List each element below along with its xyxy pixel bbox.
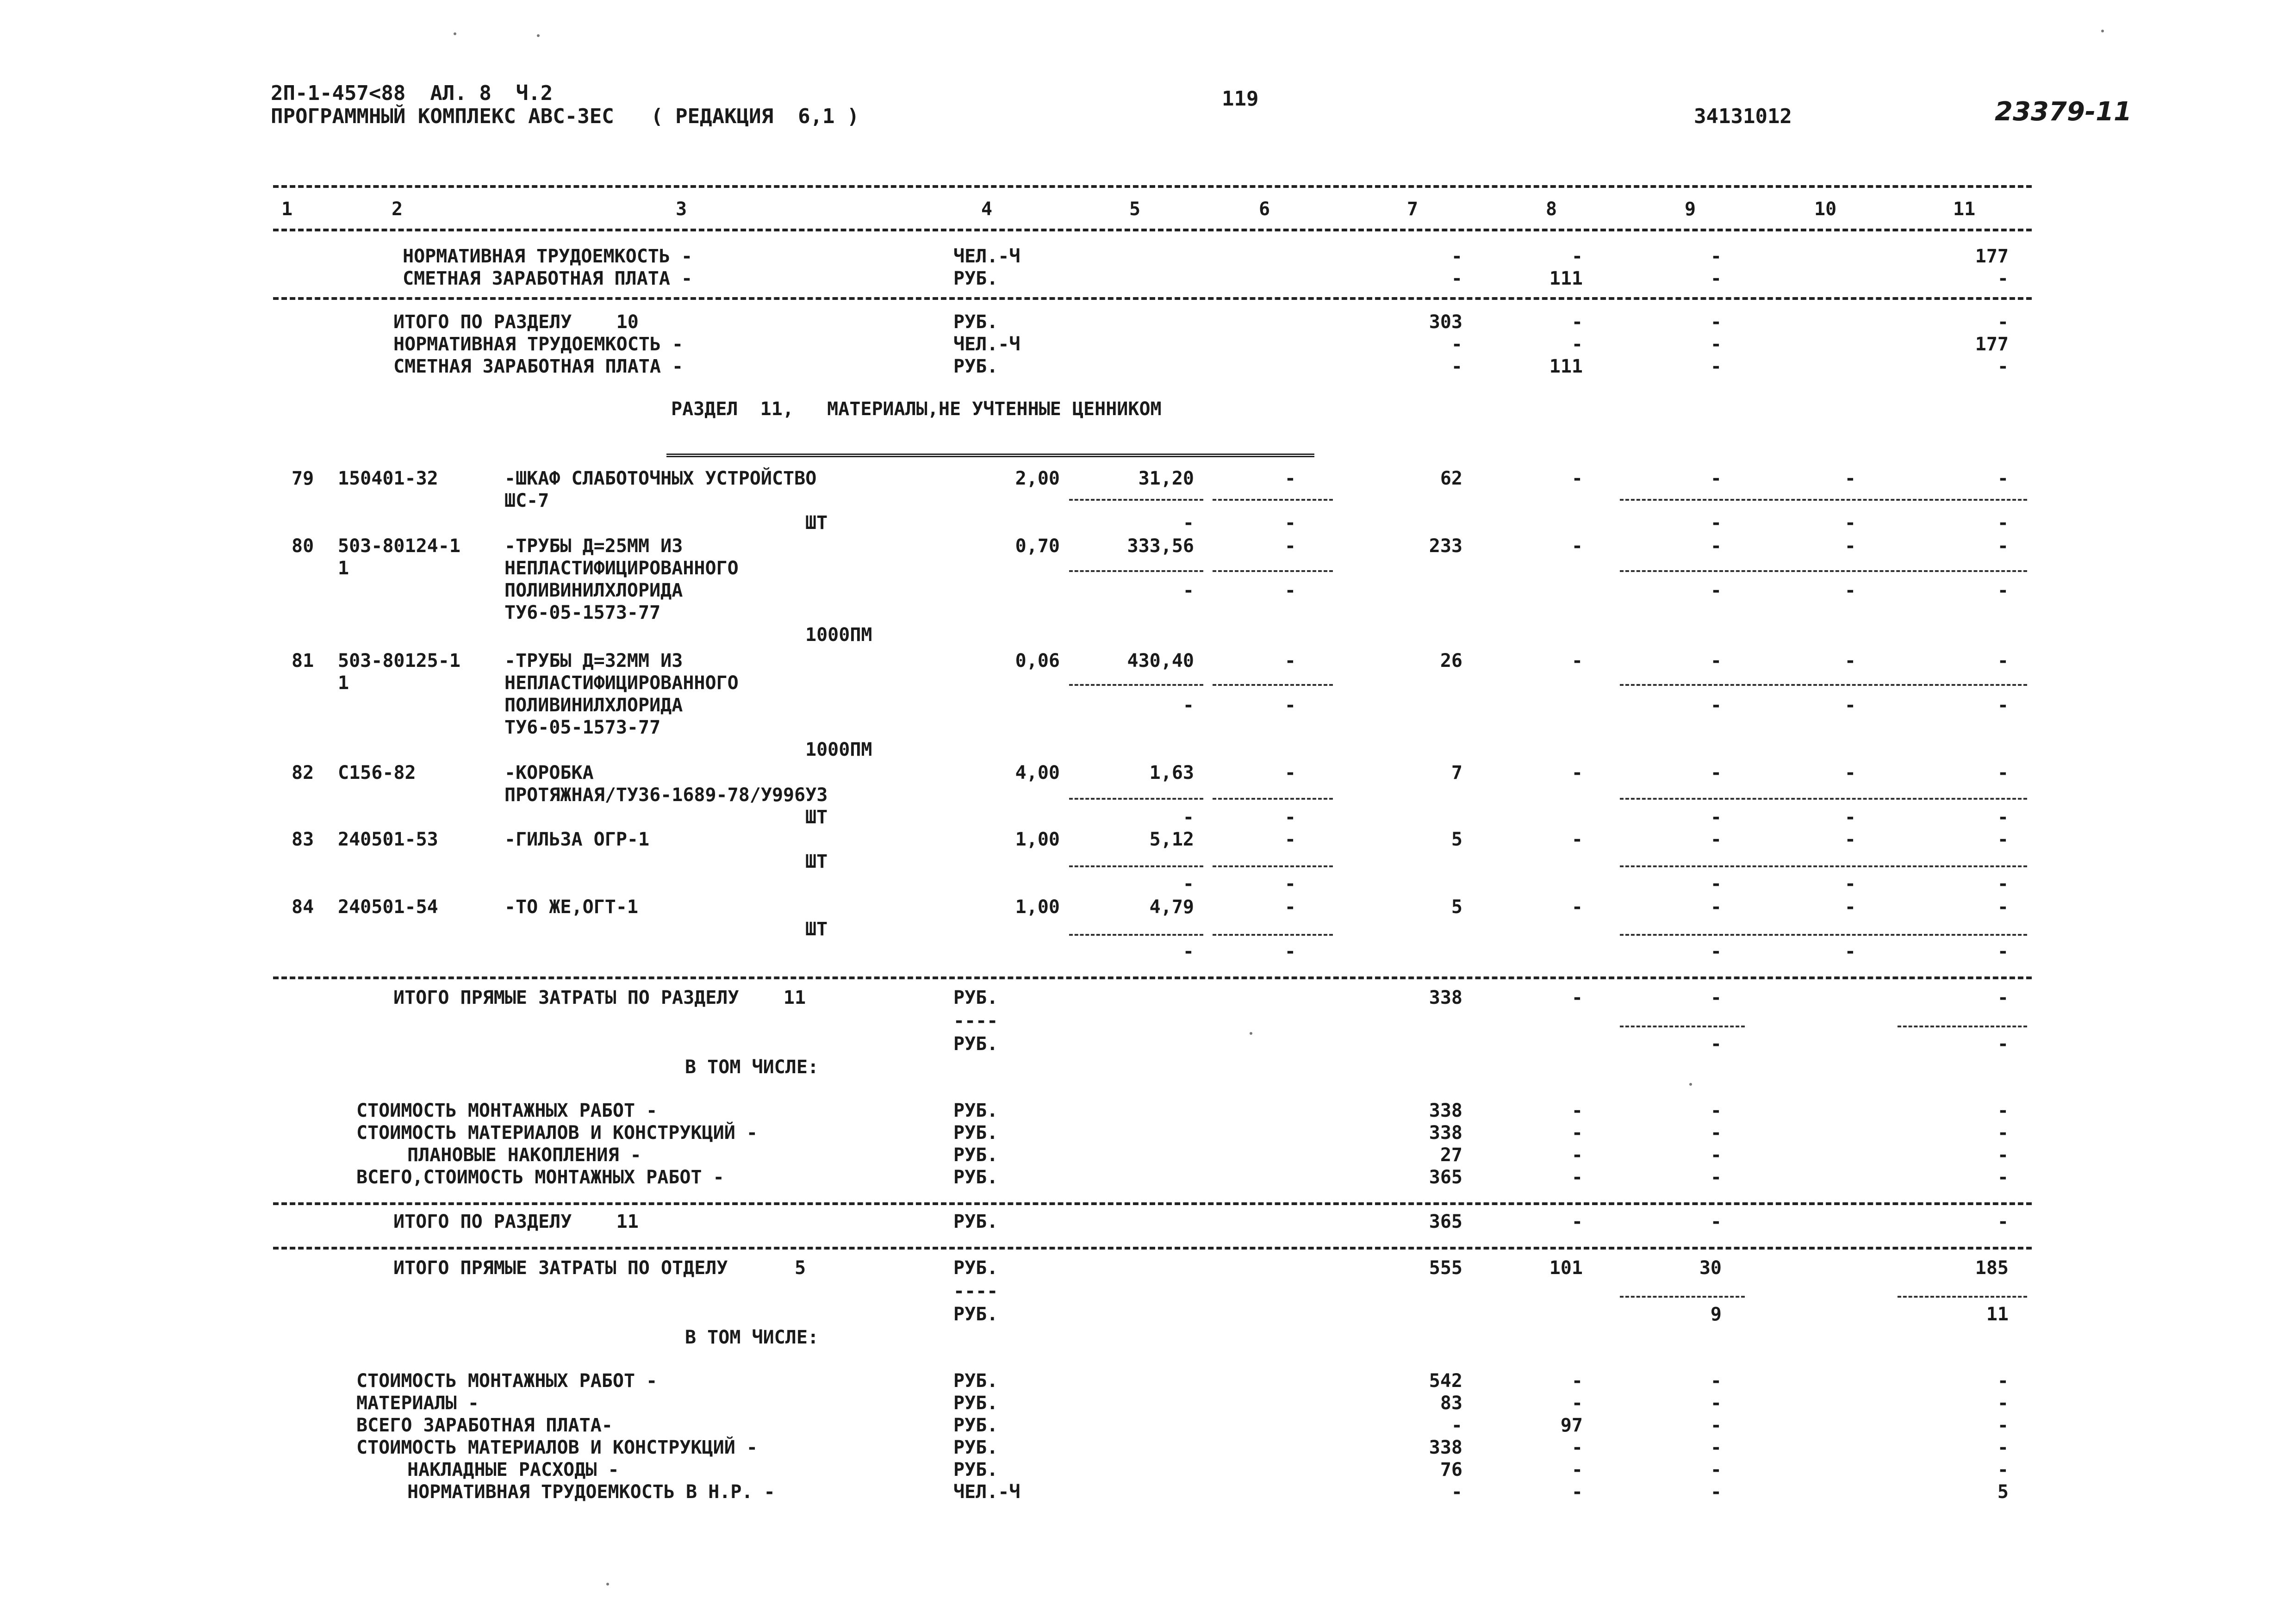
table-cell-c8: -	[1571, 1122, 1583, 1144]
table-cell-u: ----	[953, 1010, 998, 1032]
table-cell-c6: -	[1284, 829, 1296, 850]
table-cell-u: ЧЕЛ.-Ч	[953, 246, 1020, 267]
section-rule	[273, 297, 2032, 300]
table-cell-c8: -	[1571, 246, 1583, 267]
table-cell-c9: -	[1710, 268, 1722, 289]
table-cell-c10: -	[1844, 807, 1856, 828]
table-cell-c6: -	[1284, 941, 1296, 962]
table-cell-p: 430,40	[1127, 650, 1194, 672]
table-cell-c11: -	[1997, 535, 2009, 557]
table-cell-c11: -	[1997, 468, 2009, 489]
table-cell-c7: 5	[1451, 896, 1462, 918]
subtotal-separator	[1213, 865, 1333, 867]
table-cell-c10: -	[1844, 695, 1856, 716]
table-cell-c11: -	[1997, 1100, 2009, 1121]
subtotal-separator	[1620, 865, 2027, 867]
table-cell-u: РУБ.	[953, 1144, 998, 1166]
table-cell-c10: -	[1844, 580, 1856, 601]
table-cell-t: -КОРОБКА	[504, 762, 594, 784]
table-cell-t: СТОИМОСТЬ МАТЕРИАЛОВ И КОНСТРУКЦИЙ -	[356, 1122, 758, 1144]
column-header-2: 2	[392, 199, 403, 220]
table-cell-c11: -	[1997, 1122, 2009, 1144]
table-cell-c8: -	[1571, 311, 1583, 333]
table-cell-c6: -	[1284, 468, 1296, 489]
table-cell-t: -ТО ЖЕ,ОГТ-1	[504, 896, 638, 918]
table-cell-c8: 97	[1560, 1415, 1583, 1436]
table-cell-code: 240501-54	[338, 896, 438, 918]
table-cell-c11: -	[1997, 268, 2009, 289]
subtotal-separator	[1620, 684, 2027, 686]
subtotal-separator	[1069, 798, 1203, 800]
table-cell-c8: 101	[1549, 1257, 1583, 1279]
table-cell-c10: -	[1844, 535, 1856, 557]
table-cell-t: НОРМАТИВНАЯ ТРУДОЕМКОСТЬ -	[393, 334, 684, 355]
column-header-6: 6	[1259, 199, 1270, 220]
table-cell-c9: -	[1710, 807, 1722, 828]
section-rule	[273, 1202, 2032, 1205]
table-cell-c7: 542	[1429, 1370, 1462, 1392]
table-cell-c6: -	[1284, 650, 1296, 672]
table-cell-c8: -	[1571, 468, 1583, 489]
subtotal-separator	[1069, 499, 1203, 501]
header-bottom-rule	[273, 229, 2032, 231]
table-cell-c9: -	[1710, 1481, 1722, 1503]
section-rule	[273, 976, 2032, 979]
table-cell-t: НЕПЛАСТИФИЦИРОВАННОГО	[504, 558, 739, 579]
table-cell-c11: -	[1997, 941, 2009, 962]
table-cell-u: ШТ	[805, 851, 828, 872]
table-cell-c7: 233	[1429, 535, 1462, 557]
table-cell-c7: -	[1451, 246, 1462, 267]
table-cell-code: 1	[338, 558, 349, 579]
program-title: ПРОГРАММНЫЙ КОМПЛЕКС АВС-ЗЕС ( РЕДАКЦИЯ 6,1 )	[271, 105, 859, 128]
table-cell-c11: -	[1997, 873, 2009, 895]
subtotal-separator	[1069, 865, 1203, 867]
table-cell-t: СМЕТНАЯ ЗАРАБОТНАЯ ПЛАТА -	[403, 268, 693, 289]
handwritten-note: 23379-11	[1995, 97, 2132, 127]
table-cell-t: ПЛАНОВЫЕ НАКОПЛЕНИЯ -	[407, 1144, 641, 1166]
table-cell-c7: 26	[1440, 650, 1462, 672]
table-cell-c11: 185	[1975, 1257, 2009, 1279]
table-cell-u: ШТ	[805, 512, 828, 534]
table-cell-u: РУБ.	[953, 1122, 998, 1144]
table-cell-p: -	[1182, 873, 1194, 895]
subtotal-separator	[1069, 934, 1203, 936]
table-cell-c10: -	[1844, 896, 1856, 918]
table-cell-code: 1	[338, 672, 349, 694]
table-cell-c11: -	[1997, 311, 2009, 333]
table-cell-c11: -	[1997, 807, 2009, 828]
table-cell-c11: -	[1997, 650, 2009, 672]
table-cell-c9: -	[1710, 512, 1722, 534]
column-header-8: 8	[1546, 199, 1557, 220]
table-cell-c9: -	[1710, 1211, 1722, 1232]
table-cell-p: -	[1182, 807, 1194, 828]
table-cell-c11: -	[1997, 762, 2009, 784]
table-cell-c7: 62	[1440, 468, 1462, 489]
table-cell-c9: -	[1710, 650, 1722, 672]
subtotal-separator	[1213, 499, 1333, 501]
table-cell-c9: -	[1710, 1100, 1722, 1121]
table-cell-t: ПРОТЯЖНАЯ/ТУЗ6-1689-78/У996УЗ	[504, 784, 828, 806]
header-top-rule	[273, 185, 2032, 188]
table-cell-u: РУБ.	[953, 356, 998, 377]
table-cell-c8: -	[1571, 829, 1583, 850]
table-cell-c8: -	[1571, 896, 1583, 918]
table-cell-c9: -	[1710, 246, 1722, 267]
table-cell-c9: -	[1710, 1167, 1722, 1188]
table-cell-t: СМЕТНАЯ ЗАРАБОТНАЯ ПЛАТА -	[393, 356, 684, 377]
scan-speck	[537, 34, 540, 37]
table-cell-u: РУБ.	[953, 268, 998, 289]
table-cell-c8: -	[1571, 1211, 1583, 1232]
table-cell-t: -ГИЛЬЗА ОГР-1	[504, 829, 650, 850]
table-cell-c7: 338	[1429, 1100, 1462, 1121]
table-cell-t: ВСЕГО,СТОИМОСТЬ МОНТАЖНЫХ РАБОТ -	[356, 1167, 724, 1188]
table-cell-c9: -	[1710, 1144, 1722, 1166]
table-cell-p: 4,79	[1149, 896, 1194, 918]
table-cell-code: 150401-32	[338, 468, 438, 489]
table-cell-t: СТОИМОСТЬ МОНТАЖНЫХ РАБОТ -	[356, 1370, 658, 1392]
table-cell-n: 83	[292, 829, 314, 850]
table-cell-c10: -	[1844, 873, 1856, 895]
table-cell-c7: -	[1451, 1415, 1462, 1436]
table-cell-c11: -	[1997, 1211, 2009, 1232]
table-cell-c7: 7	[1451, 762, 1462, 784]
table-cell-t: ВСЕГО ЗАРАБОТНАЯ ПЛАТА-	[356, 1415, 613, 1436]
table-cell-c7: 338	[1429, 1437, 1462, 1458]
table-cell-c9: -	[1710, 1370, 1722, 1392]
table-cell-t: -ТРУБЫ Д=32ММ ИЗ	[504, 650, 683, 672]
table-cell-c11: -	[1997, 987, 2009, 1008]
table-cell-code: 240501-53	[338, 829, 438, 850]
table-cell-c11: -	[1997, 1415, 2009, 1436]
column-header-4: 4	[981, 199, 993, 220]
table-cell-c10: -	[1844, 941, 1856, 962]
table-cell-c9: -	[1710, 1393, 1722, 1414]
column-header-9: 9	[1685, 199, 1696, 220]
table-cell-c7: 365	[1429, 1167, 1462, 1188]
table-cell-c9: -	[1710, 1437, 1722, 1458]
table-cell-t: ИТОГО ПРЯМЫЕ ЗАТРАТЫ ПО ОТДЕЛУ 5	[393, 1257, 806, 1279]
table-cell-u: РУБ.	[953, 1459, 998, 1480]
table-cell-c7: 555	[1429, 1257, 1462, 1279]
table-cell-c9: -	[1710, 1459, 1722, 1480]
table-cell-t: НАКЛАДНЫЕ РАСХОДЫ -	[407, 1459, 619, 1480]
table-cell-u: РУБ.	[953, 1437, 998, 1458]
table-cell-c8: -	[1571, 1100, 1583, 1121]
table-cell-t: ПОЛИВИНИЛХЛОРИДА	[504, 695, 683, 716]
table-cell-c6: -	[1284, 535, 1296, 557]
table-cell-c8: -	[1571, 334, 1583, 355]
subtotal-separator	[1620, 499, 2027, 501]
subtotal-separator	[1620, 570, 2027, 572]
table-cell-c9: -	[1710, 334, 1722, 355]
table-cell-q: 4,00	[1015, 762, 1060, 784]
table-cell-c9: -	[1710, 829, 1722, 850]
table-cell-q: 1,00	[1015, 829, 1060, 850]
table-cell-t: РАЗДЕЛ 11, МАТЕРИАЛЫ,НЕ УЧТЕННЫЕ ЦЕННИКОМ	[671, 398, 1162, 420]
table-cell-c11: 177	[1975, 334, 2009, 355]
table-cell-c11: -	[1997, 1459, 2009, 1480]
table-cell-t: ТУ6-05-1573-77	[504, 717, 661, 738]
table-cell-q: 0,70	[1015, 535, 1060, 557]
column-header-3: 3	[676, 199, 687, 220]
table-cell-u: ЧЕЛ.-Ч	[953, 1481, 1020, 1503]
table-cell-c6: -	[1284, 896, 1296, 918]
table-cell-c9: -	[1710, 896, 1722, 918]
subtotal-separator	[1213, 570, 1333, 572]
subtotal-separator	[1620, 934, 2027, 936]
table-cell-c10: -	[1844, 468, 1856, 489]
column-header-7: 7	[1407, 199, 1419, 220]
table-cell-t: ТУ6-05-1573-77	[504, 602, 661, 623]
table-cell-c9: -	[1710, 311, 1722, 333]
table-cell-u: 1000ПМ	[805, 739, 872, 760]
table-cell-c6: -	[1284, 512, 1296, 534]
table-cell-c11: -	[1997, 580, 2009, 601]
table-cell-u: РУБ.	[953, 987, 998, 1008]
table-cell-c8: -	[1571, 1459, 1583, 1480]
table-cell-u: 1000ПМ	[805, 624, 872, 646]
section-rule	[273, 1247, 2032, 1250]
table-cell-c6: -	[1284, 695, 1296, 716]
table-cell-u: ШТ	[805, 807, 828, 828]
scan-speck	[606, 1583, 609, 1586]
table-cell-c9: -	[1710, 695, 1722, 716]
table-cell-c9: 9	[1710, 1304, 1722, 1325]
section-title-underline	[666, 454, 1314, 457]
table-cell-c10: -	[1844, 650, 1856, 672]
table-cell-p: -	[1182, 941, 1194, 962]
subtotal-separator	[1898, 1026, 2027, 1027]
subtotal-separator	[1069, 684, 1203, 686]
table-cell-t: ИТОГО ПО РАЗДЕЛУ 10	[393, 311, 639, 333]
table-cell-c9: -	[1710, 1415, 1722, 1436]
table-cell-c11: -	[1997, 1437, 2009, 1458]
table-cell-c11: -	[1997, 695, 2009, 716]
table-cell-t: МАТЕРИАЛЫ -	[356, 1393, 479, 1414]
table-cell-c9: -	[1710, 762, 1722, 784]
table-cell-n: 80	[292, 535, 314, 557]
table-cell-c11: -	[1997, 1144, 2009, 1166]
table-cell-c8: -	[1571, 987, 1583, 1008]
table-cell-c8: -	[1571, 1370, 1583, 1392]
table-cell-code: 503-80124-1	[338, 535, 460, 557]
table-cell-p: -	[1182, 512, 1194, 534]
subtotal-separator	[1213, 798, 1333, 800]
table-cell-c7: 338	[1429, 1122, 1462, 1144]
table-cell-c11: -	[1997, 829, 2009, 850]
table-cell-c8: 111	[1549, 268, 1583, 289]
table-cell-p: 333,56	[1127, 535, 1194, 557]
subtotal-separator	[1620, 1026, 1745, 1027]
table-cell-c7: -	[1451, 334, 1462, 355]
table-cell-p: -	[1182, 695, 1194, 716]
table-cell-u: РУБ.	[953, 1257, 998, 1279]
table-cell-c11: -	[1997, 896, 2009, 918]
table-cell-t: В ТОМ ЧИСЛЕ:	[685, 1327, 819, 1348]
table-cell-c11: 11	[1986, 1304, 2009, 1325]
table-cell-u: ----	[953, 1281, 998, 1302]
table-cell-c8: -	[1571, 1393, 1583, 1414]
subtotal-separator	[1213, 684, 1333, 686]
subtotal-separator	[1898, 1296, 2027, 1298]
document-code: 2П-1-457<88 АЛ. 8 Ч.2	[271, 81, 553, 105]
table-cell-u: РУБ.	[953, 1415, 998, 1436]
table-cell-n: 84	[292, 896, 314, 918]
table-cell-c9: -	[1710, 356, 1722, 377]
table-cell-c10: -	[1844, 762, 1856, 784]
table-cell-c9: -	[1710, 941, 1722, 962]
table-cell-q: 0,06	[1015, 650, 1060, 672]
table-cell-c8: -	[1571, 650, 1583, 672]
table-cell-c9: 30	[1699, 1257, 1722, 1279]
table-cell-t: НОРМАТИВНАЯ ТРУДОЕМКОСТЬ -	[403, 246, 693, 267]
table-cell-c8: 111	[1549, 356, 1583, 377]
table-cell-c6: -	[1284, 762, 1296, 784]
table-cell-n: 79	[292, 468, 314, 489]
document-number: 34131012	[1694, 105, 1792, 128]
table-cell-c8: -	[1571, 1167, 1583, 1188]
table-cell-c11: -	[1997, 512, 2009, 534]
table-cell-c11: -	[1997, 1033, 2009, 1055]
subtotal-separator	[1213, 934, 1333, 936]
table-cell-c10: -	[1844, 829, 1856, 850]
table-cell-u: РУБ.	[953, 1393, 998, 1414]
table-cell-c9: -	[1710, 987, 1722, 1008]
table-cell-c11: 5	[1997, 1481, 2009, 1503]
table-cell-c9: -	[1710, 873, 1722, 895]
scan-speck	[1689, 1083, 1692, 1086]
table-cell-c8: -	[1571, 1144, 1583, 1166]
table-cell-c8: -	[1571, 535, 1583, 557]
table-cell-u: РУБ.	[953, 1304, 998, 1325]
table-cell-u: РУБ.	[953, 1167, 998, 1188]
table-cell-t: ШС-7	[504, 490, 549, 511]
table-cell-t: СТОИМОСТЬ МАТЕРИАЛОВ И КОНСТРУКЦИЙ -	[356, 1437, 758, 1458]
table-cell-c9: -	[1710, 535, 1722, 557]
table-cell-t: В ТОМ ЧИСЛЕ:	[685, 1057, 819, 1078]
table-cell-c7: -	[1451, 356, 1462, 377]
table-cell-n: 81	[292, 650, 314, 672]
table-cell-c11: -	[1997, 1370, 2009, 1392]
table-cell-c6: -	[1284, 873, 1296, 895]
subtotal-separator	[1069, 570, 1203, 572]
subtotal-separator	[1620, 798, 2027, 800]
table-cell-c8: -	[1571, 1481, 1583, 1503]
column-header-5: 5	[1129, 199, 1141, 220]
table-cell-t: ИТОГО ПО РАЗДЕЛУ 11	[393, 1211, 639, 1232]
column-header-10: 10	[1814, 199, 1837, 220]
page-number: 119	[1222, 87, 1259, 111]
table-cell-t: ПОЛИВИНИЛХЛОРИДА	[504, 580, 683, 601]
table-cell-c7: 83	[1440, 1393, 1462, 1414]
table-cell-u: ШТ	[805, 919, 828, 940]
table-cell-p: 5,12	[1149, 829, 1194, 850]
table-cell-p: 31,20	[1138, 468, 1194, 489]
table-cell-u: РУБ.	[953, 1370, 998, 1392]
scan-speck	[1250, 1032, 1252, 1035]
table-cell-code: С156-82	[338, 762, 416, 784]
table-cell-c9: -	[1710, 1033, 1722, 1055]
table-cell-code: 503-80125-1	[338, 650, 460, 672]
table-cell-c9: -	[1710, 1122, 1722, 1144]
scan-speck	[2101, 30, 2104, 32]
table-cell-q: 1,00	[1015, 896, 1060, 918]
table-cell-t: НОРМАТИВНАЯ ТРУДОЕМКОСТЬ В Н.Р. -	[407, 1481, 775, 1503]
table-cell-u: РУБ.	[953, 1100, 998, 1121]
table-cell-c7: 76	[1440, 1459, 1462, 1480]
table-cell-p: 1,63	[1149, 762, 1194, 784]
table-cell-c8: -	[1571, 1437, 1583, 1458]
table-cell-c7: 5	[1451, 829, 1462, 850]
table-cell-t: ИТОГО ПРЯМЫЕ ЗАТРАТЫ ПО РАЗДЕЛУ 11	[393, 987, 806, 1008]
table-cell-c11: -	[1997, 1393, 2009, 1414]
scan-speck	[454, 32, 456, 35]
table-cell-c7: 303	[1429, 311, 1462, 333]
table-cell-u: ЧЕЛ.-Ч	[953, 334, 1020, 355]
column-header-11: 11	[1953, 199, 1976, 220]
table-cell-c6: -	[1284, 580, 1296, 601]
table-cell-c7: 27	[1440, 1144, 1462, 1166]
table-cell-t: -ШКАФ СЛАБОТОЧНЫХ УСТРОЙСТВО	[504, 468, 817, 489]
table-cell-t: СТОИМОСТЬ МОНТАЖНЫХ РАБОТ -	[356, 1100, 658, 1121]
table-cell-c11: -	[1997, 1167, 2009, 1188]
table-cell-c9: -	[1710, 468, 1722, 489]
table-cell-u: РУБ.	[953, 311, 998, 333]
table-cell-c8: -	[1571, 762, 1583, 784]
table-cell-c7: 338	[1429, 987, 1462, 1008]
table-cell-c7: -	[1451, 268, 1462, 289]
table-cell-c9: -	[1710, 580, 1722, 601]
table-cell-q: 2,00	[1015, 468, 1060, 489]
table-cell-c10: -	[1844, 512, 1856, 534]
table-cell-c7: 365	[1429, 1211, 1462, 1232]
table-cell-t: НЕПЛАСТИФИЦИРОВАННОГО	[504, 672, 739, 694]
table-cell-c7: -	[1451, 1481, 1462, 1503]
table-cell-t: -ТРУБЫ Д=25ММ ИЗ	[504, 535, 683, 557]
table-cell-u: РУБ.	[953, 1033, 998, 1055]
table-cell-p: -	[1182, 580, 1194, 601]
table-cell-c11: -	[1997, 356, 2009, 377]
table-cell-c6: -	[1284, 807, 1296, 828]
table-cell-n: 82	[292, 762, 314, 784]
subtotal-separator	[1620, 1296, 1745, 1298]
table-cell-c11: 177	[1975, 246, 2009, 267]
table-cell-u: РУБ.	[953, 1211, 998, 1232]
column-header-1: 1	[281, 199, 293, 220]
